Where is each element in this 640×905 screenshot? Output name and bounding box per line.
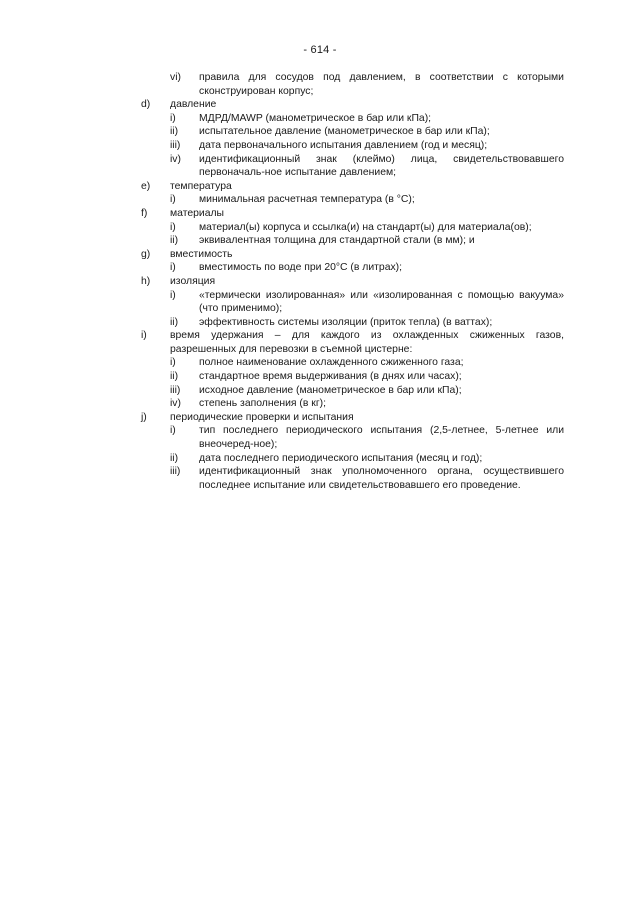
list-item bbox=[0, 71, 640, 98]
list-item-text: температура bbox=[170, 180, 232, 192]
list-item bbox=[0, 139, 640, 153]
document-body bbox=[0, 71, 640, 492]
list-item-text: стандартное время выдерживания (в днях или часах); bbox=[199, 371, 462, 383]
list-item bbox=[0, 356, 640, 370]
list-marker: iii) bbox=[170, 139, 181, 151]
list-marker: i) bbox=[170, 221, 176, 233]
list-item-text: исходное давление (манометрическое в бар или кПа); bbox=[199, 384, 462, 396]
list-item bbox=[0, 411, 640, 425]
list-marker: i) bbox=[170, 289, 176, 301]
list-item-text: МДРД/MAWP (манометрическое в бар или кПа); bbox=[199, 112, 432, 124]
list-item bbox=[0, 112, 640, 126]
list-marker: d) bbox=[141, 99, 151, 111]
list-marker: i) bbox=[141, 330, 147, 342]
list-item-text: периодические проверки и испытания bbox=[170, 411, 354, 423]
list-item-text: материал(ы) корпуса и ссылка(и) на стандарт(ы) для материала(ов); bbox=[199, 221, 532, 233]
list-item bbox=[0, 424, 640, 451]
list-marker: iv) bbox=[170, 398, 181, 410]
list-item bbox=[0, 193, 640, 207]
list-item bbox=[0, 153, 640, 180]
list-item bbox=[0, 452, 640, 466]
list-item bbox=[0, 289, 640, 316]
list-item-text: материалы bbox=[170, 207, 225, 219]
list-marker: i) bbox=[170, 357, 176, 369]
list-marker: i) bbox=[170, 112, 176, 124]
list-item-text: полное наименование охлажденного сжиженного газа; bbox=[199, 357, 464, 369]
list-item bbox=[0, 465, 640, 492]
list-item-text: эквивалентная толщина для стандартной стали (в мм); и bbox=[199, 235, 475, 247]
list-marker: i) bbox=[170, 262, 176, 274]
list-item-text: вместимость по воде при 20°C (в литрах); bbox=[199, 262, 403, 274]
list-item-text: вместимость bbox=[170, 248, 233, 260]
list-item bbox=[0, 397, 640, 411]
list-marker: iv) bbox=[170, 153, 181, 165]
list-item bbox=[0, 384, 640, 398]
list-item bbox=[0, 370, 640, 384]
list-item-text: давление bbox=[170, 99, 217, 111]
list-item-text: «термически изолированная» или «изолированная с помощью вакуума» (что применимо); bbox=[199, 289, 564, 315]
list-item-text: правила для сосудов под давлением, в соответствии с которыми сконструирован корпус; bbox=[199, 72, 564, 97]
list-marker: ii) bbox=[170, 126, 179, 138]
list-marker: vi) bbox=[170, 72, 181, 83]
list-marker: i) bbox=[170, 194, 176, 206]
list-item-text: дата последнего периодического испытания (месяц и год); bbox=[199, 452, 483, 464]
list-item-text: идентификационный знак уполномоченного органа, осуществившего последнее испытание или свидетельствовавшего его проведение. bbox=[199, 466, 564, 491]
list-marker: ii) bbox=[170, 371, 179, 383]
list-item bbox=[0, 275, 640, 289]
page-number: - 614 - bbox=[303, 44, 337, 56]
list-marker: iii) bbox=[170, 384, 181, 396]
list-item bbox=[0, 98, 640, 112]
list-marker: j) bbox=[141, 411, 147, 423]
list-marker: ii) bbox=[170, 235, 179, 247]
list-item-text: минимальная расчетная температура (в °C); bbox=[199, 194, 415, 206]
list-item-text: эффективность системы изоляции (приток тепла) (в ваттах); bbox=[199, 316, 493, 328]
list-item-text: тип последнего периодического испытания (2,5-летнее, 5-летнее или внеочеред-ное); bbox=[199, 425, 564, 451]
list-item-text: время удержания – для каждого из охлажденных сжиженных газов, разрешенных для перевозки в съемной цистерне: bbox=[170, 330, 564, 355]
list-marker: ii) bbox=[170, 316, 179, 328]
list-item-text: испытательное давление (манометрическое в бар или кПа); bbox=[199, 126, 490, 138]
list-marker: iii) bbox=[170, 466, 181, 478]
list-item-text: дата первоначального испытания давлением (год и месяц); bbox=[199, 139, 488, 151]
list-item bbox=[0, 261, 640, 275]
list-marker: h) bbox=[141, 275, 151, 287]
list-marker: i) bbox=[170, 425, 176, 437]
list-item bbox=[0, 248, 640, 262]
list-marker: f) bbox=[141, 207, 148, 219]
list-item bbox=[0, 316, 640, 330]
list-item bbox=[0, 180, 640, 194]
list-item-text: идентификационный знак (клеймо) лица, свидетельствовавшего первоначаль-ное испытание давлением; bbox=[199, 153, 564, 179]
list-item-text: изоляция bbox=[170, 275, 216, 287]
list-item bbox=[0, 221, 640, 235]
list-item bbox=[0, 234, 640, 248]
list-item-text: степень заполнения (в кг); bbox=[199, 398, 326, 410]
list-marker: ii) bbox=[170, 452, 179, 464]
list-item bbox=[0, 125, 640, 139]
list-marker: g) bbox=[141, 248, 151, 260]
list-item bbox=[0, 207, 640, 221]
list-item bbox=[0, 329, 640, 356]
list-marker: e) bbox=[141, 180, 151, 192]
